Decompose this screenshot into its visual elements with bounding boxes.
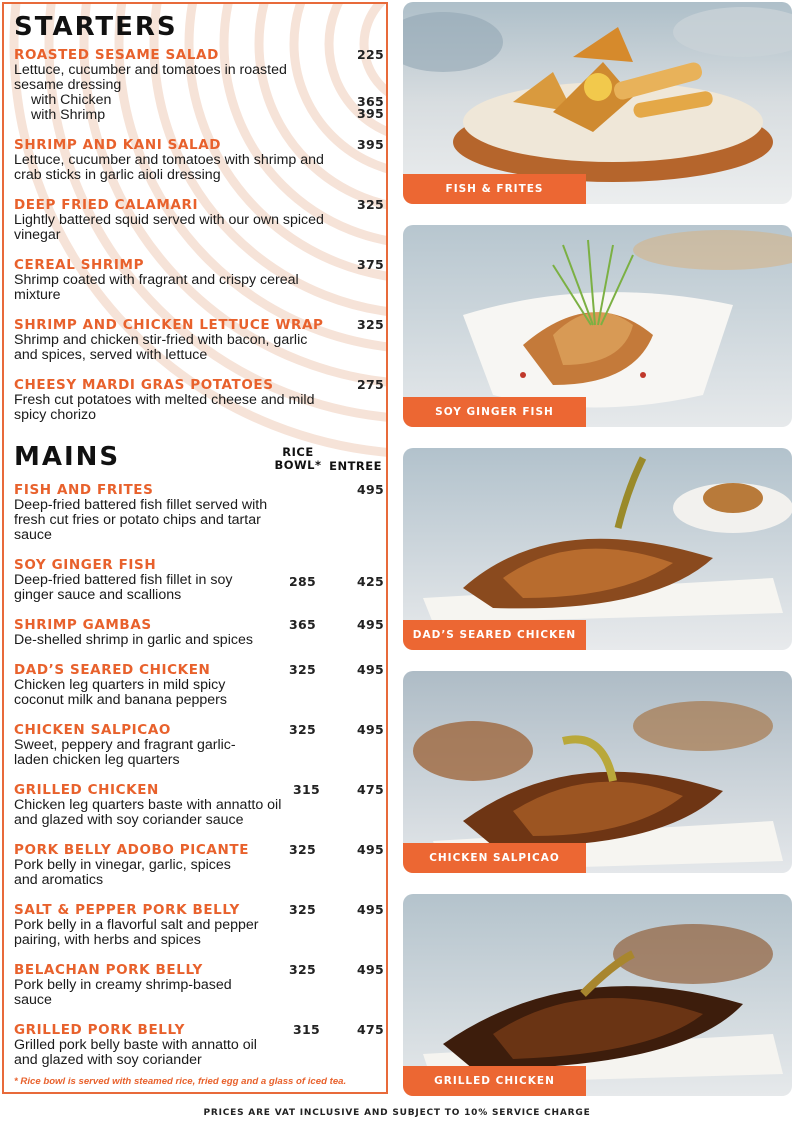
rice-bowl-price: 325 xyxy=(289,842,316,857)
item-description: Pork belly in a flavorful salt and pepper pairing, with herbs and spices xyxy=(14,917,259,948)
entree-price: 425 xyxy=(357,574,384,589)
item-name: SHRIMP AND KANI SALAD xyxy=(14,137,222,153)
menu-panel xyxy=(2,2,388,1094)
item-description: Pork belly in vinegar, garlic, spices and aromatics xyxy=(14,857,231,888)
menu-item xyxy=(14,782,386,828)
item-description: Pork belly in creamy shrimp-based sauce xyxy=(14,977,232,1008)
photo-label: SOY GINGER FISH xyxy=(403,397,586,427)
item-description: Lettuce, cucumber and tomatoes with shrimp and crab sticks in garlic aioli dressing xyxy=(14,152,324,183)
item-price: 395 xyxy=(357,137,384,152)
rice-bowl-price: 325 xyxy=(289,962,316,977)
item-description: Chicken leg quarters baste with annatto oil and glazed with soy coriander sauce xyxy=(14,797,282,828)
item-description: Deep-fried battered fish fillet in soy ginger sauce and scallions xyxy=(14,572,233,603)
rice-bowl-column-header: RICE BOWL* xyxy=(274,445,322,472)
photo-card-grilled-chicken xyxy=(403,894,792,1096)
item-price: 325 xyxy=(357,317,384,332)
option-label: with Chicken xyxy=(31,92,112,108)
option-label: with Shrimp xyxy=(31,107,106,123)
vat-service-charge-note: PRICES ARE VAT INCLUSIVE AND SUBJECT TO 10% SERVICE CHARGE xyxy=(203,1108,591,1118)
entree-price: 495 xyxy=(357,902,384,917)
entree-price: 495 xyxy=(357,662,384,677)
item-description: Deep-fried battered fish fillet served with fresh cut fries or potato chips and tartar sauce xyxy=(14,497,268,543)
photo-label: FISH & FRITES xyxy=(403,174,586,204)
menu-item xyxy=(14,317,386,363)
entree-price: 475 xyxy=(357,1022,384,1037)
menu-item xyxy=(14,902,386,948)
rice-bowl-price: 285 xyxy=(289,574,316,589)
item-price: 275 xyxy=(357,377,384,392)
item-name: DEEP FRIED CALAMARI xyxy=(14,197,199,213)
item-description: Lightly battered squid served with our own spiced vinegar xyxy=(14,212,324,243)
item-name: CHEESY MARDI GRAS POTATOES xyxy=(14,377,274,393)
photo-card-soy-ginger-fish xyxy=(403,225,792,427)
option-price: 395 xyxy=(357,106,384,121)
entree-price: 495 xyxy=(357,962,384,977)
item-description: Grilled pork belly baste with annatto oil and glazed with soy coriander xyxy=(14,1037,257,1068)
photo-card-chicken-salpicao xyxy=(403,671,792,873)
item-name: SHRIMP GAMBAS xyxy=(14,617,152,633)
entree-price: 495 xyxy=(357,842,384,857)
item-name: GRILLED PORK BELLY xyxy=(14,1022,185,1038)
menu-item xyxy=(14,257,386,303)
rice-bowl-price: 325 xyxy=(289,902,316,917)
menu-item xyxy=(14,137,386,183)
menu-item xyxy=(14,557,386,603)
photo-card-seared-chicken xyxy=(403,448,792,650)
item-description: Shrimp coated with fragrant and crispy cereal mixture xyxy=(14,272,299,303)
menu-item xyxy=(14,662,386,708)
item-description: De-shelled shrimp in garlic and spices xyxy=(14,632,253,648)
photo-label: GRILLED CHICKEN xyxy=(403,1066,586,1096)
entree-price: 475 xyxy=(357,782,384,797)
entree-price: 495 xyxy=(357,617,384,632)
menu-item xyxy=(14,1022,386,1068)
item-name: FISH AND FRITES xyxy=(14,482,154,498)
item-name: CHICKEN SALPICAO xyxy=(14,722,171,738)
menu-item xyxy=(14,377,386,423)
rice-bowl-price: 315 xyxy=(293,782,320,797)
photo-card-fish-frites xyxy=(403,2,792,204)
rice-bowl-footnote: * Rice bowl is served with steamed rice, fried egg and a glass of iced tea. xyxy=(14,1076,347,1087)
photo-label: DAD’S SEARED CHICKEN xyxy=(403,620,586,650)
item-name: ROASTED SESAME SALAD xyxy=(14,47,219,63)
photo-label: CHICKEN SALPICAO xyxy=(403,843,586,873)
item-name: SHRIMP AND CHICKEN LETTUCE WRAP xyxy=(14,317,324,333)
item-option xyxy=(14,93,386,108)
item-price: 225 xyxy=(357,47,384,62)
rice-bowl-price: 325 xyxy=(289,662,316,677)
item-name: GRILLED CHICKEN xyxy=(14,782,159,798)
item-name: DAD’S SEARED CHICKEN xyxy=(14,662,211,678)
item-name: SOY GINGER FISH xyxy=(14,557,157,573)
starters-title: STARTERS xyxy=(14,12,178,42)
item-description: Shrimp and chicken stir-fried with bacon, garlic and spices, served with lettuce xyxy=(14,332,308,363)
menu-item xyxy=(14,482,386,543)
item-option xyxy=(14,108,386,123)
menu-item xyxy=(14,722,386,768)
item-name: PORK BELLY ADOBO PICANTE xyxy=(14,842,250,858)
entree-price: 495 xyxy=(357,722,384,737)
mains-title: MAINS xyxy=(14,442,121,472)
item-description: Fresh cut potatoes with melted cheese and mild spicy chorizo xyxy=(14,392,315,423)
menu-item xyxy=(14,962,386,1008)
entree-column-header: ENTREE xyxy=(329,459,382,473)
option-price: 365 xyxy=(357,94,384,109)
menu-item xyxy=(14,617,386,648)
rice-bowl-price: 325 xyxy=(289,722,316,737)
rice-bowl-price: 315 xyxy=(293,1022,320,1037)
item-description: Chicken leg quarters in mild spicy coconut milk and banana peppers xyxy=(14,677,227,708)
menu-item xyxy=(14,842,386,888)
item-description: Lettuce, cucumber and tomatoes in roasted sesame dressing xyxy=(14,62,287,93)
menu-item xyxy=(14,197,386,243)
item-name: BELACHAN PORK BELLY xyxy=(14,962,203,978)
item-price: 325 xyxy=(357,197,384,212)
item-name: CEREAL SHRIMP xyxy=(14,257,145,273)
item-name: SALT & PEPPER PORK BELLY xyxy=(14,902,240,918)
rice-bowl-price: 365 xyxy=(289,617,316,632)
menu-item xyxy=(14,47,386,123)
item-description: Sweet, peppery and fragrant garlic-laden chicken leg quarters xyxy=(14,737,236,768)
entree-price: 495 xyxy=(357,482,384,497)
item-price: 375 xyxy=(357,257,384,272)
